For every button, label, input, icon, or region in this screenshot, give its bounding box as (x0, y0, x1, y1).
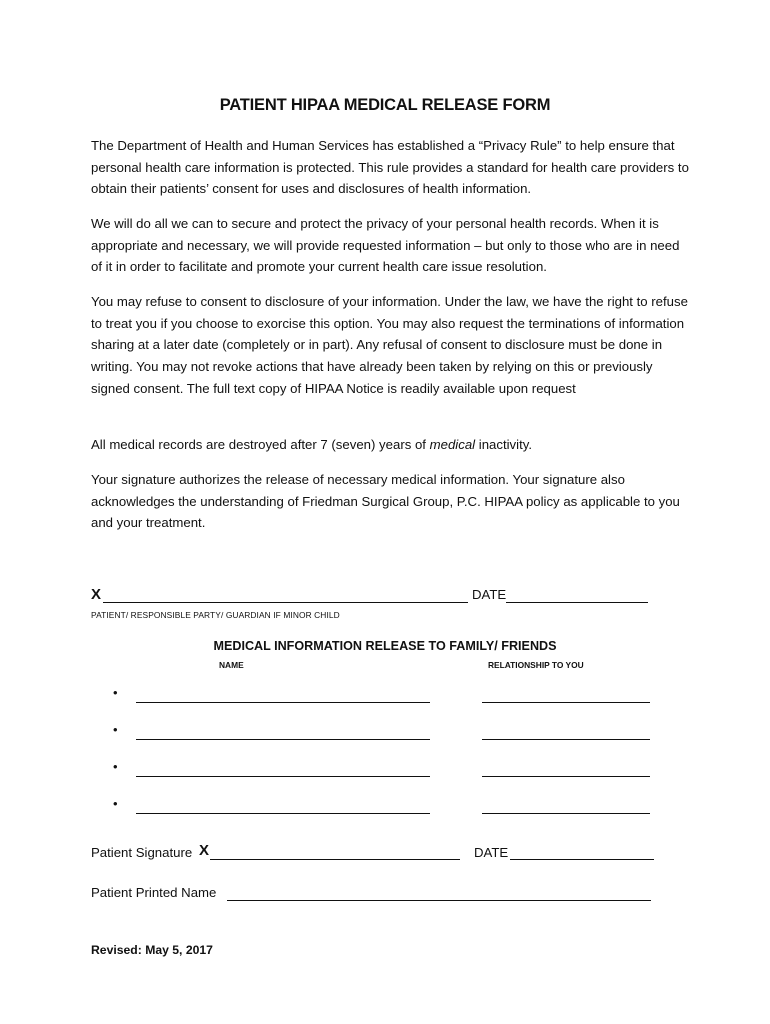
name-column-header: NAME (219, 660, 244, 670)
paragraph-signature-authorizes: Your signature authorizes the release of necessary medical information. Your signature also acknowledges the understanding of Friedman Surgical Group, P.C. HIPAA policy as applicable to you and your treatment. (91, 472, 680, 531)
release-relationship-field[interactable] (482, 739, 650, 740)
patient-signature-x-mark: X (199, 842, 210, 859)
bullet-icon: • (113, 685, 118, 700)
page-title: PATIENT HIPAA MEDICAL RELEASE FORM (219, 96, 551, 114)
patient-date-label: DATE (474, 845, 509, 860)
release-relationship-field[interactable] (482, 776, 650, 777)
release-name-field[interactable] (136, 739, 430, 740)
bullet-icon: • (113, 759, 118, 774)
bullet-icon: • (113, 722, 118, 737)
records-text-italic: medical (429, 437, 476, 452)
paragraph-refuse-consent: You may refuse to consent to disclosure of your information. Under the law, we have the right to refuse to treat you if you choose to exorcise this option. You may also request the terminations of information sharing at a later date (completely or in part). Any refusal of consent to disclosure must be done in writing. You may not revoke actions that have already been taken by relying on this or previously signed consent. The full text copy of HIPAA Notice is readily available upon request (91, 294, 688, 396)
guardian-signature-line[interactable] (103, 602, 468, 603)
patient-printed-name-label: Patient Printed Name (91, 885, 217, 900)
patient-signature-line[interactable] (210, 859, 460, 860)
records-text-after: inactivity. (475, 437, 533, 452)
guardian-caption: PATIENT/ RESPONSIBLE PARTY/ GUARDIAN IF MINOR CHILD (91, 610, 340, 620)
release-name-field[interactable] (136, 813, 430, 814)
guardian-signature-block (91, 586, 691, 626)
patient-date-line[interactable] (510, 859, 654, 860)
release-name-field[interactable] (136, 776, 430, 777)
paragraph-records-destroyed (91, 434, 691, 456)
relationship-column-header: RELATIONSHIP TO YOU (488, 660, 584, 670)
records-text-before: All medical records are destroyed after 7 (seven) years of (91, 437, 430, 452)
patient-printed-name-line[interactable] (227, 900, 651, 901)
paragraph-privacy-rule: The Department of Health and Human Services has established a “Privacy Rule” to help ensure that personal health care information is protected. This rule provides a standard for health care providers to obtain their patients’ consent for uses and disclosures of health information. (91, 138, 689, 197)
release-relationship-field[interactable] (482, 702, 650, 703)
signature-x-mark: X (91, 586, 102, 603)
release-relationship-field[interactable] (482, 813, 650, 814)
release-name-field[interactable] (136, 702, 430, 703)
paragraph-protect-privacy: We will do all we can to secure and protect the privacy of your personal health records. When it is appropriate and necessary, we will provide requested information – but only to those who are in need of it in order to facilitate and promote your current health care issue resolution. (91, 216, 680, 275)
guardian-date-line[interactable] (506, 602, 648, 603)
release-section-title: MEDICAL INFORMATION RELEASE TO FAMILY/ FRIENDS (213, 639, 557, 653)
guardian-date-label: DATE (472, 587, 507, 602)
patient-signature-label: Patient Signature (91, 845, 193, 860)
bullet-icon: • (113, 796, 118, 811)
revised-date: Revised: May 5, 2017 (91, 943, 213, 957)
